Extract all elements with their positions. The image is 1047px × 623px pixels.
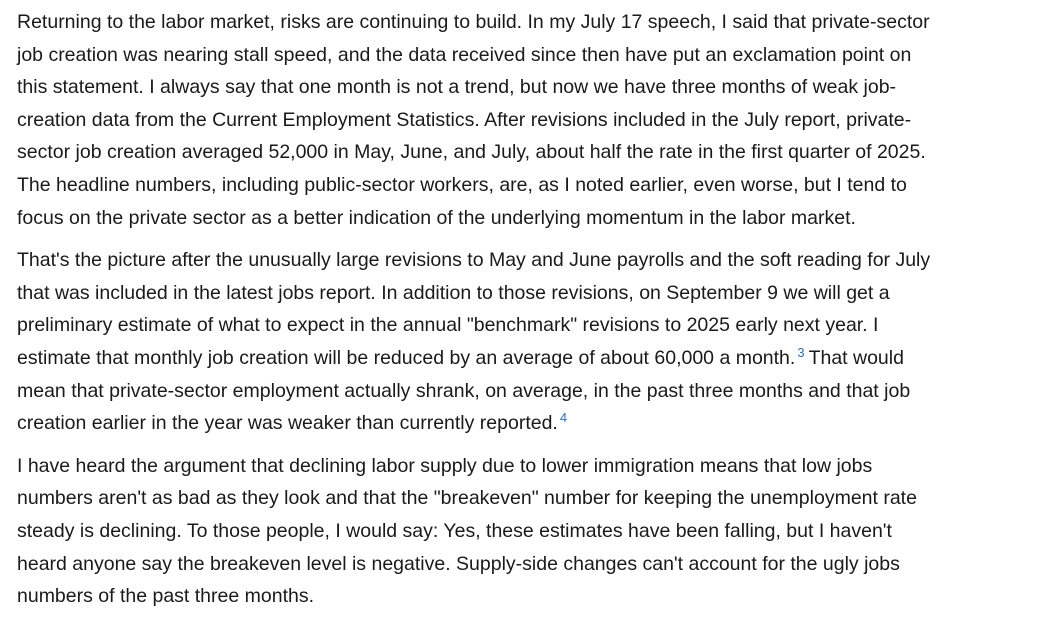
text-line: steady is declining. To those people, I would say: Yes, these estimates have been falling, but I haven't: [17, 519, 892, 542]
text-line: Returning to the labor market, risks are continuing to build. In my July 17 speech, I said that private-sector: [17, 11, 930, 33]
text-line: [17, 407, 1039, 440]
text-line: this statement. I always say that one month is not a trend, but now we have three months of weak job-: [17, 76, 897, 99]
text-line: sector job creation averaged 52,000 in May, June, and July, about half the rate in the first quarter of 2025.: [17, 141, 926, 164]
text-line: The headline numbers, including public-sector workers, are, as I noted earlier, even worse, but I tend to: [17, 173, 907, 196]
footnote-link-4[interactable]: 4: [559, 410, 568, 426]
text-segment: estimate that monthly job creation will be reduced by an average of about 60,000 a month.: [17, 346, 796, 369]
footnote-ref-4: [560, 410, 567, 425]
text-line: preliminary estimate of what to expect in the annual "benchmark" revisions to 2025 early next year. I: [17, 314, 879, 337]
text-line: creation data from the Current Employment Statistics. After revisions included in the July report, private-: [17, 108, 912, 131]
article-body: [17, 6, 1039, 623]
footnote-link-3[interactable]: 3: [797, 344, 805, 360]
text-line: That's the picture after the unusually large revisions to May and June payrolls and the soft reading for July: [17, 249, 931, 272]
paragraph-labor-supply: [17, 450, 1039, 613]
paragraph-labor-market-risks: [17, 6, 1039, 234]
text-line: job creation was nearing stall speed, and the data received since then have put an exclamation point on: [17, 43, 912, 66]
text-line: I have heard the argument that declining labor supply due to lower immigration means that low jobs: [17, 454, 873, 477]
text-line: [17, 342, 1039, 375]
text-line: focus on the private sector as a better indication of the underlying momentum in the labor market.: [17, 206, 856, 229]
text-line: numbers aren't as bad as they look and that the "breakeven" number for keeping the unemployment rate: [17, 487, 917, 510]
paragraph-revisions: [17, 244, 1039, 440]
text-segment: That would: [808, 346, 904, 369]
text-line: heard anyone say the breakeven level is negative. Supply-side changes can't account for the ugly jobs: [17, 552, 900, 575]
text-segment: creation earlier in the year was weaker than currently reported.: [17, 412, 558, 435]
text-line: mean that private-sector employment actually shrank, on average, in the past three months and that job: [17, 379, 911, 402]
text-line: numbers of the past three months.: [17, 585, 314, 608]
footnote-ref-3: [797, 345, 804, 360]
text-line: that was included in the latest jobs report. In addition to those revisions, on September 9 we will get a: [17, 281, 890, 304]
